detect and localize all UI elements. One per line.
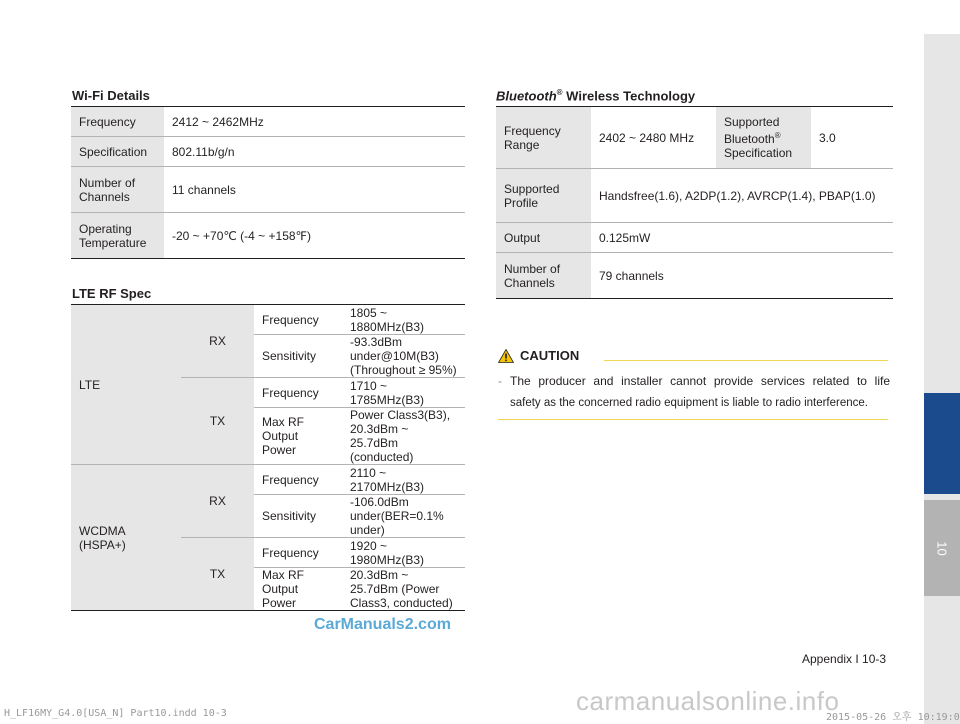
wifi-value-frequency: 2412 ~ 2462MHz	[164, 107, 465, 137]
bt-label-profile: Supported Profile	[496, 169, 591, 223]
side-tab-background	[924, 34, 960, 724]
lte-rx-label-frequency: Frequency	[254, 305, 342, 335]
caution-body	[498, 370, 890, 414]
wifi-label-channels: Number of Channels	[71, 167, 164, 213]
wifi-label-temperature: Operating Temperature	[71, 213, 164, 259]
lte-group-wcdma: WCDMA (HSPA+)	[71, 465, 181, 611]
wifi-table	[71, 106, 465, 259]
watermark-online: carmanualsonline.info	[576, 686, 840, 716]
caution-top-rule	[604, 360, 888, 361]
caution-bullet: -	[498, 374, 502, 388]
wifi-label-specification: Specification	[71, 137, 164, 167]
wifi-value-channels: 11 channels	[164, 167, 465, 213]
page-number: Appendix I 10-3	[802, 652, 887, 666]
lte-sub-rx: RX	[181, 305, 254, 378]
bt-value-frequency: 2402 ~ 2480 MHz	[591, 107, 716, 169]
lte-rx-value-frequency: 1805 ~ 1880MHz(B3)	[342, 305, 465, 335]
bt-label-spec: Supported Bluetooth® Specification	[716, 107, 811, 169]
watermark-site: CarManuals2.com	[314, 616, 451, 633]
wifi-label-frequency: Frequency	[71, 107, 164, 137]
caution-line-1: The producer and installer cannot provide services related to life	[510, 374, 890, 388]
lte-tx-label-frequency: Frequency	[254, 378, 342, 408]
lte-rx-value-sensitivity: -93.3dBm under@10M(B3) (Throughout ≥ 95%)	[342, 335, 465, 378]
bt-label-output: Output	[496, 223, 591, 253]
wcdma-sub-tx: TX	[181, 538, 254, 611]
caution-title: CAUTION	[520, 348, 580, 363]
wcdma-sub-rx: RX	[181, 465, 254, 538]
bluetooth-title-rest: Wireless Technology	[562, 88, 696, 104]
wcdma-rx-label-frequency: Frequency	[254, 465, 342, 495]
lte-group-lte: LTE	[71, 305, 181, 465]
bt-value-channels: 79 channels	[591, 253, 893, 299]
bluetooth-table	[496, 106, 893, 299]
side-tab-accent	[924, 393, 960, 494]
chapter-number: 10	[934, 540, 950, 556]
bt-value-profile: Handsfree(1.6), A2DP(1.2), AVRCP(1.4), PBAP(1.0)	[591, 169, 893, 223]
bluetooth-brand: Bluetooth	[496, 88, 557, 104]
wcdma-rx-value-frequency: 2110 ~ 2170MHz(B3)	[342, 465, 465, 495]
wcdma-rx-label-sensitivity: Sensitivity	[254, 495, 342, 538]
lte-section-title: LTE RF Spec	[72, 286, 152, 301]
bt-label-channels: Number of Channels	[496, 253, 591, 299]
caution-bottom-rule	[498, 419, 888, 420]
wcdma-tx-value-frequency: 1920 ~ 1980MHz(B3)	[342, 538, 465, 568]
bt-label-frequency: Frequency Range	[496, 107, 591, 169]
lte-table	[71, 304, 465, 611]
lte-tx-label-power: Max RF Output Power	[254, 408, 342, 465]
lte-tx-value-power: Power Class3(B3), 20.3dBm ~ 25.7dBm (conducted)	[342, 408, 465, 465]
bt-value-spec: 3.0	[811, 107, 893, 169]
bt-value-output: 0.125mW	[591, 223, 893, 253]
lte-tx-value-frequency: 1710 ~ 1785MHz(B3)	[342, 378, 465, 408]
wcdma-tx-label-frequency: Frequency	[254, 538, 342, 568]
lte-rx-label-sensitivity: Sensitivity	[254, 335, 342, 378]
wcdma-tx-label-power: Max RF Output Power	[254, 568, 342, 611]
wifi-value-specification: 802.11b/g/n	[164, 137, 465, 167]
lte-sub-tx: TX	[181, 378, 254, 465]
imprint-right: 2015-05-26 오후 10:19:0	[826, 712, 960, 723]
caution-heading	[498, 348, 579, 363]
bluetooth-section-title	[496, 88, 695, 103]
wifi-value-temperature: -20 ~ +70℃ (-4 ~ +158℉)	[164, 213, 465, 259]
warning-icon	[498, 349, 514, 363]
wcdma-tx-value-power: 20.3dBm ~ 25.7dBm (Power Class3, conducted)	[342, 568, 465, 611]
wcdma-rx-value-sensitivity: -106.0dBm under(BER=0.1% under)	[342, 495, 465, 538]
imprint-left: H_LF16MY_G4.0[USA_N] Part10.indd 10-3	[4, 708, 227, 719]
wifi-section-title: Wi-Fi Details	[72, 88, 150, 103]
caution-line-2: safety as the concerned radio equipment is liable to radio interference.	[510, 397, 868, 409]
registered-mark: ®	[556, 88, 563, 97]
